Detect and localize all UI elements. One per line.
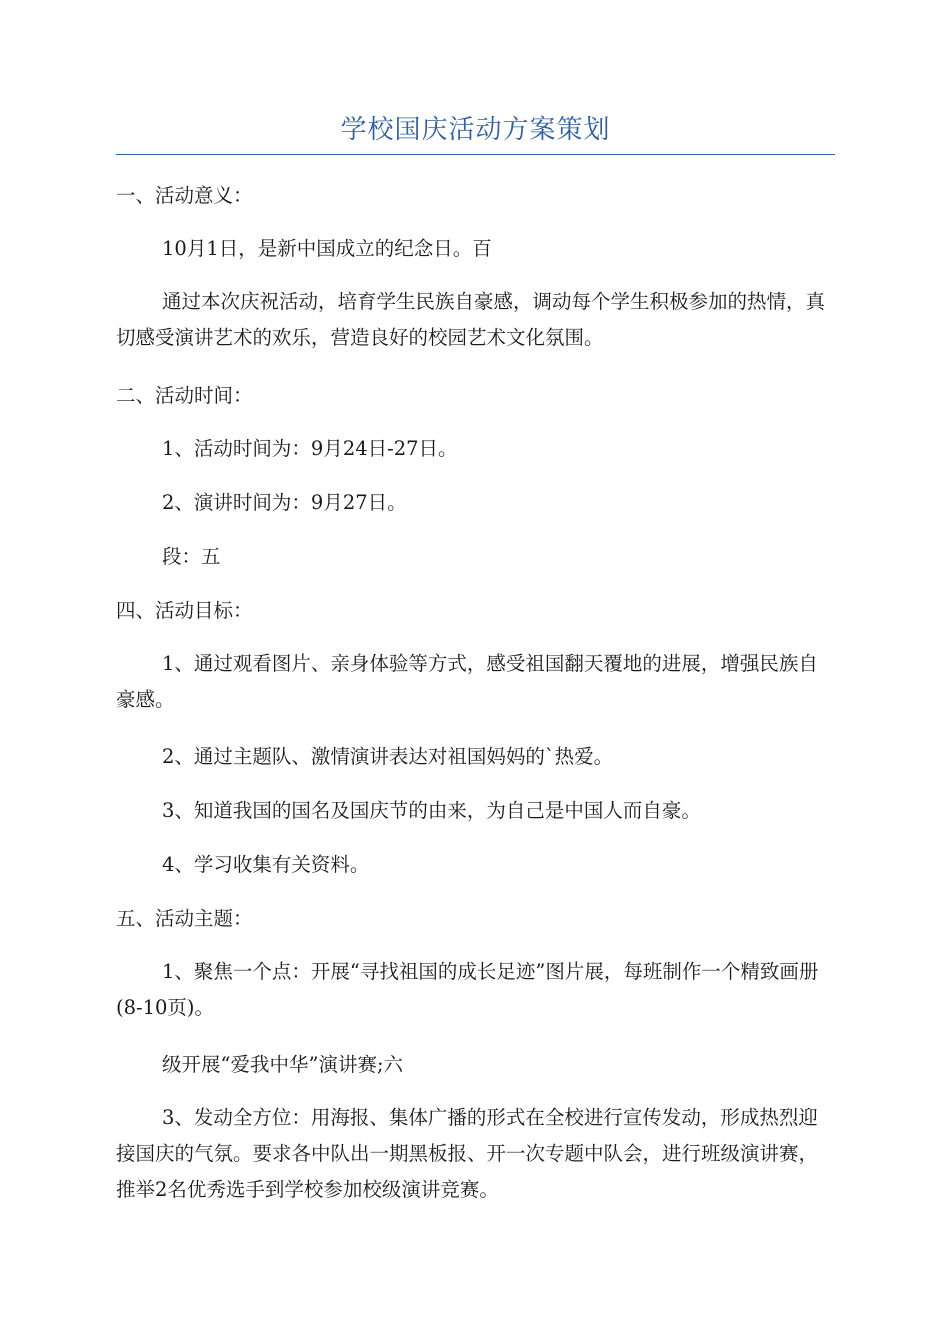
section-heading-theme: 五、活动主题：	[116, 907, 253, 930]
paragraph-theme-3: 3、发动全方位：用海报、集体广播的形式在全校进行宣传发动，形成热烈迎接国庆的气氛。要求各中队出一期黑板报、开一次专题中队会，进行班级演讲赛，推举2名优秀选手到学校参加校级演讲竞赛。	[116, 1106, 819, 1201]
paragraph-purpose: 通过本次庆祝活动，培育学生民族自豪感，调动每个学生积极参加的热情，真切感受演讲艺术的欢乐，营造良好的校园艺术文化氛围。	[116, 290, 826, 349]
section-heading-time: 二、活动时间：	[116, 384, 253, 407]
paragraph-goal-1: 1、通过观看图片、亲身体验等方式，感受祖国翻天覆地的进展，增强民族自豪感。	[116, 652, 818, 711]
paragraph-goal-2: 2、通过主题队、激情演讲表达对祖国妈妈的`热爱。	[162, 745, 614, 768]
section-heading-significance: 一、活动意义：	[116, 184, 253, 207]
paragraph-goal-3: 3、知道我国的国名及国庆节的由来，为自己是中国人而自豪。	[162, 799, 701, 822]
section-heading-goals: 四、活动目标：	[116, 599, 253, 622]
paragraph-speech-time: 2、演讲时间为：9月27日。	[162, 491, 407, 514]
paragraph-theme-1: 1、聚焦一个点：开展“寻找祖国的成长足迹”图片展，每班制作一个精致画册(8-10页)。	[116, 960, 819, 1019]
paragraph-goal-4: 4、学习收集有关资料。	[162, 853, 370, 876]
title-underline	[116, 154, 835, 155]
paragraph-activity-time: 1、活动时间为：9月24日-27日。	[162, 437, 458, 460]
paragraph-fragment: 段：五	[162, 545, 221, 568]
document-title: 学校国庆活动方案策划	[340, 115, 611, 145]
paragraph-national-day: 10月1日，是新中国成立的纪念日。百	[162, 237, 492, 260]
paragraph-theme-2: 级开展“爱我中华”演讲赛;六	[162, 1053, 404, 1076]
